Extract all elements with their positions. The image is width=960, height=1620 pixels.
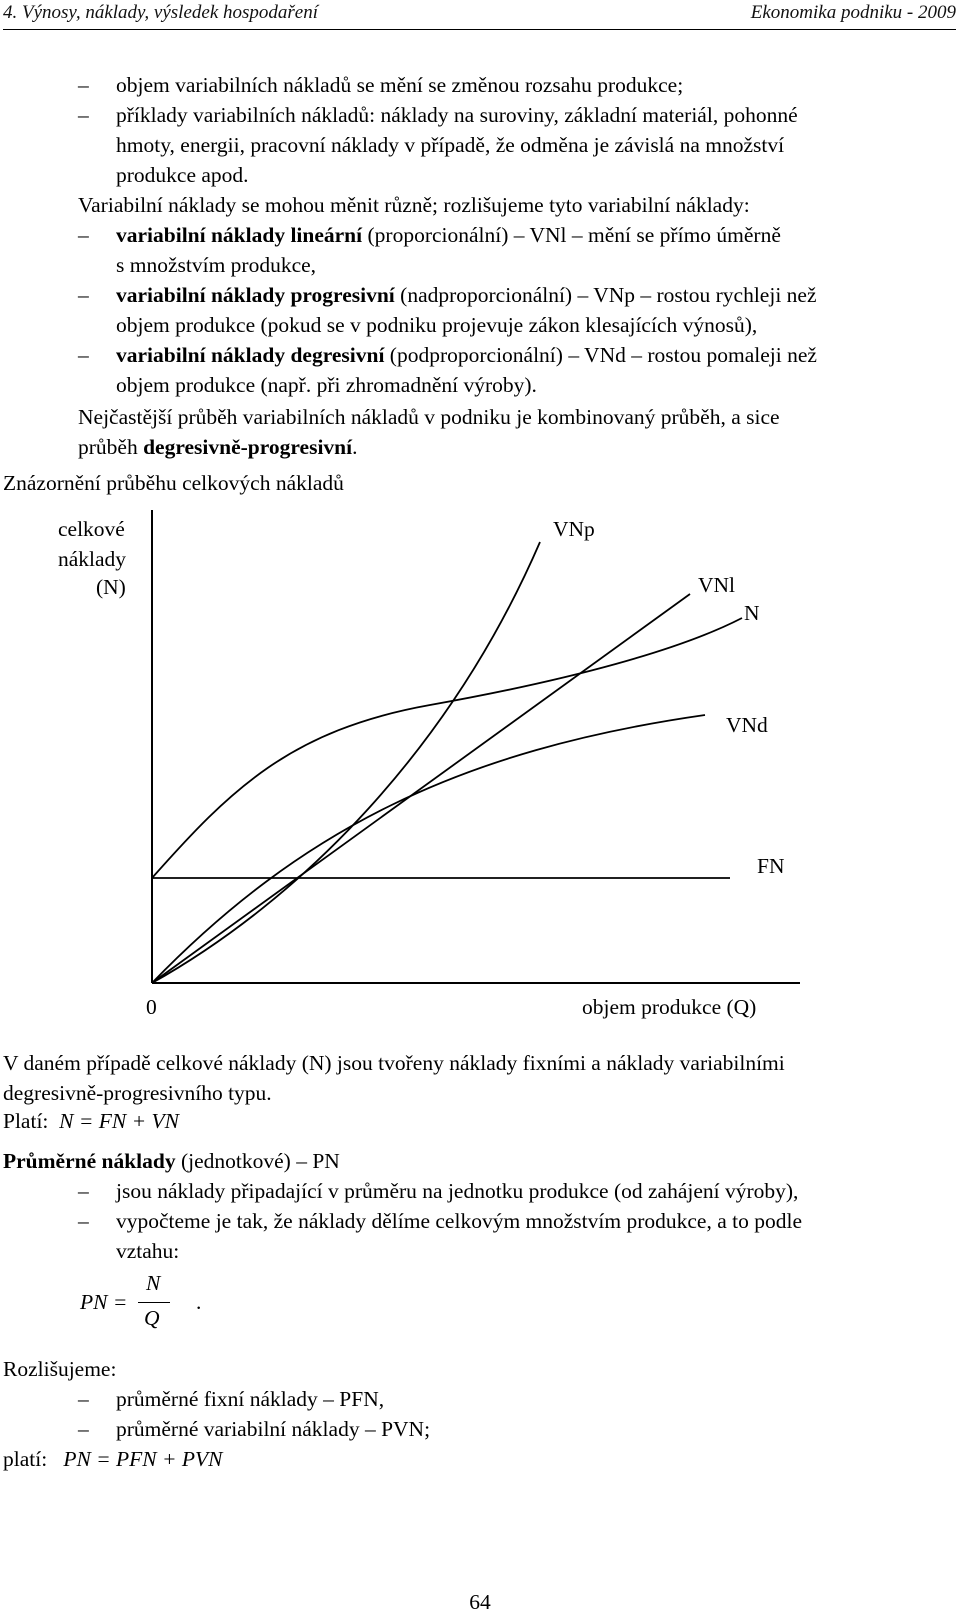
vn-linear-term: variabilní náklady lineární [116, 223, 363, 247]
after-chart-line-2: degresivně-progresivního typu. [3, 1081, 272, 1105]
y-axis-label-line1: celkové [58, 517, 125, 541]
pn-heading-term: Průměrné náklady [3, 1149, 176, 1173]
plati-formula-1 [3, 1108, 179, 1134]
bullet-dash: – [78, 343, 89, 367]
bullet-dash: – [78, 1417, 89, 1441]
combined-line-2 [78, 434, 357, 460]
plati-label: Platí: [3, 1109, 49, 1133]
bullet-dash: – [78, 283, 89, 307]
fn-label: FN [757, 854, 785, 878]
vnd-curve [152, 715, 705, 983]
page-number: 64 [469, 1590, 491, 1614]
pn-bullet-1: jsou náklady připadající v průměru na jednotku produkce (od zahájení výroby), [116, 1179, 799, 1203]
chart-heading: Znázornění průběhu celkových nákladů [3, 471, 344, 495]
vn-degressive-term: variabilní náklady degresivní [116, 343, 385, 367]
formula-numerator: N [146, 1271, 161, 1295]
intro-bullet-2-cont: produkce apod. [116, 163, 249, 187]
total-cost-chart [0, 500, 960, 1060]
pn-heading-rest: (jednotkové) – PN [175, 1149, 340, 1173]
vn-linear-desc: (proporcionální) – VNl – mění se přímo úměrně [362, 223, 781, 247]
n-curve [152, 618, 742, 878]
pn-bullet-2-cont: vztahu: [116, 1239, 180, 1263]
intro-bullet-1: objem variabilních nákladů se mění se změnou rozsahu produkce; [116, 73, 684, 97]
x-axis-label: objem produkce (Q) [582, 995, 757, 1019]
pn-heading [3, 1148, 340, 1174]
vn-progressive [116, 282, 817, 308]
vn-degressive-cont: objem produkce (např. při zhromadnění výroby). [116, 373, 537, 397]
bullet-dash: – [78, 73, 89, 97]
combined-term: degresivně-progresivní [143, 435, 353, 459]
page-header [0, 2, 960, 28]
formula-period: . [196, 1290, 202, 1314]
vn-degressive [116, 342, 817, 368]
formula-denominator: Q [144, 1306, 160, 1330]
chart-svg [0, 500, 960, 1060]
combined-pre: průběh [78, 435, 144, 459]
header-rule [3, 29, 956, 30]
vnp-label: VNp [553, 517, 595, 541]
bullet-dash: – [78, 1387, 89, 1411]
avg-bullet-2: průměrné variabilní náklady – PVN; [116, 1417, 431, 1441]
formula-lhs: PN = [80, 1290, 128, 1314]
bullet-dash: – [78, 103, 89, 127]
rozlisujeme: Rozlišujeme: [3, 1357, 117, 1381]
intro-bullet-2-cont: hmoty, energii, pracovní náklady v případě, že odměna je závislá na množství [116, 133, 785, 157]
formula-pn-total: PN = PFN + PVN [63, 1447, 223, 1471]
combined-post: . [352, 435, 358, 459]
combined-line-1: Nejčastější průběh variabilních nákladů v podniku je kombinovaný průběh, a sice [78, 405, 780, 429]
vn-progressive-term: variabilní náklady progresivní [116, 283, 395, 307]
plati-formula-2 [3, 1446, 223, 1472]
vn-degressive-desc: (podproporcionální) – VNd – rostou pomaleji než [384, 343, 817, 367]
vn-progressive-desc: (nadproporcionální) – VNp – rostou rychleji než [394, 283, 817, 307]
plati2-label: platí: [3, 1447, 48, 1471]
bullet-dash: – [78, 223, 89, 247]
avg-bullet-1: průměrné fixní náklady – PFN, [116, 1387, 385, 1411]
bullet-dash: – [78, 1179, 89, 1203]
vnl-label: VNl [698, 573, 736, 597]
vn-linear [116, 222, 781, 248]
after-chart-line-1: V daném případě celkové náklady (N) jsou tvořeny náklady fixními a náklady variabilními [3, 1051, 785, 1075]
fraction-bar [138, 1302, 170, 1303]
header-book-title: Ekonomika podniku - 2009 [750, 2, 956, 23]
n-label: N [744, 601, 760, 625]
formula-n-total: N = FN + VN [59, 1109, 179, 1133]
vn-progressive-cont: objem produkce (pokud se v podniku projevuje zákon klesajících výnosů), [116, 313, 758, 337]
vnd-label: VNd [726, 713, 768, 737]
vnl-line [152, 594, 690, 983]
origin-label: 0 [146, 995, 157, 1019]
vn-intro: Variabilní náklady se mohou měnit různě; rozlišujeme tyto variabilní náklady: [78, 193, 750, 217]
header-chapter-title: 4. Výnosy, náklady, výsledek hospodaření [3, 2, 319, 23]
bullet-dash: – [78, 1209, 89, 1233]
y-axis-label-line3: (N) [96, 575, 126, 599]
vn-linear-cont: s množstvím produkce, [116, 253, 317, 277]
vnp-curve [152, 542, 540, 983]
intro-bullet-2: příklady variabilních nákladů: náklady na suroviny, základní materiál, pohonné [116, 103, 798, 127]
y-axis-label-line2: náklady [58, 547, 127, 571]
pn-bullet-2: vypočteme je tak, že náklady dělíme celkovým množstvím produkce, a to podle [116, 1209, 802, 1233]
